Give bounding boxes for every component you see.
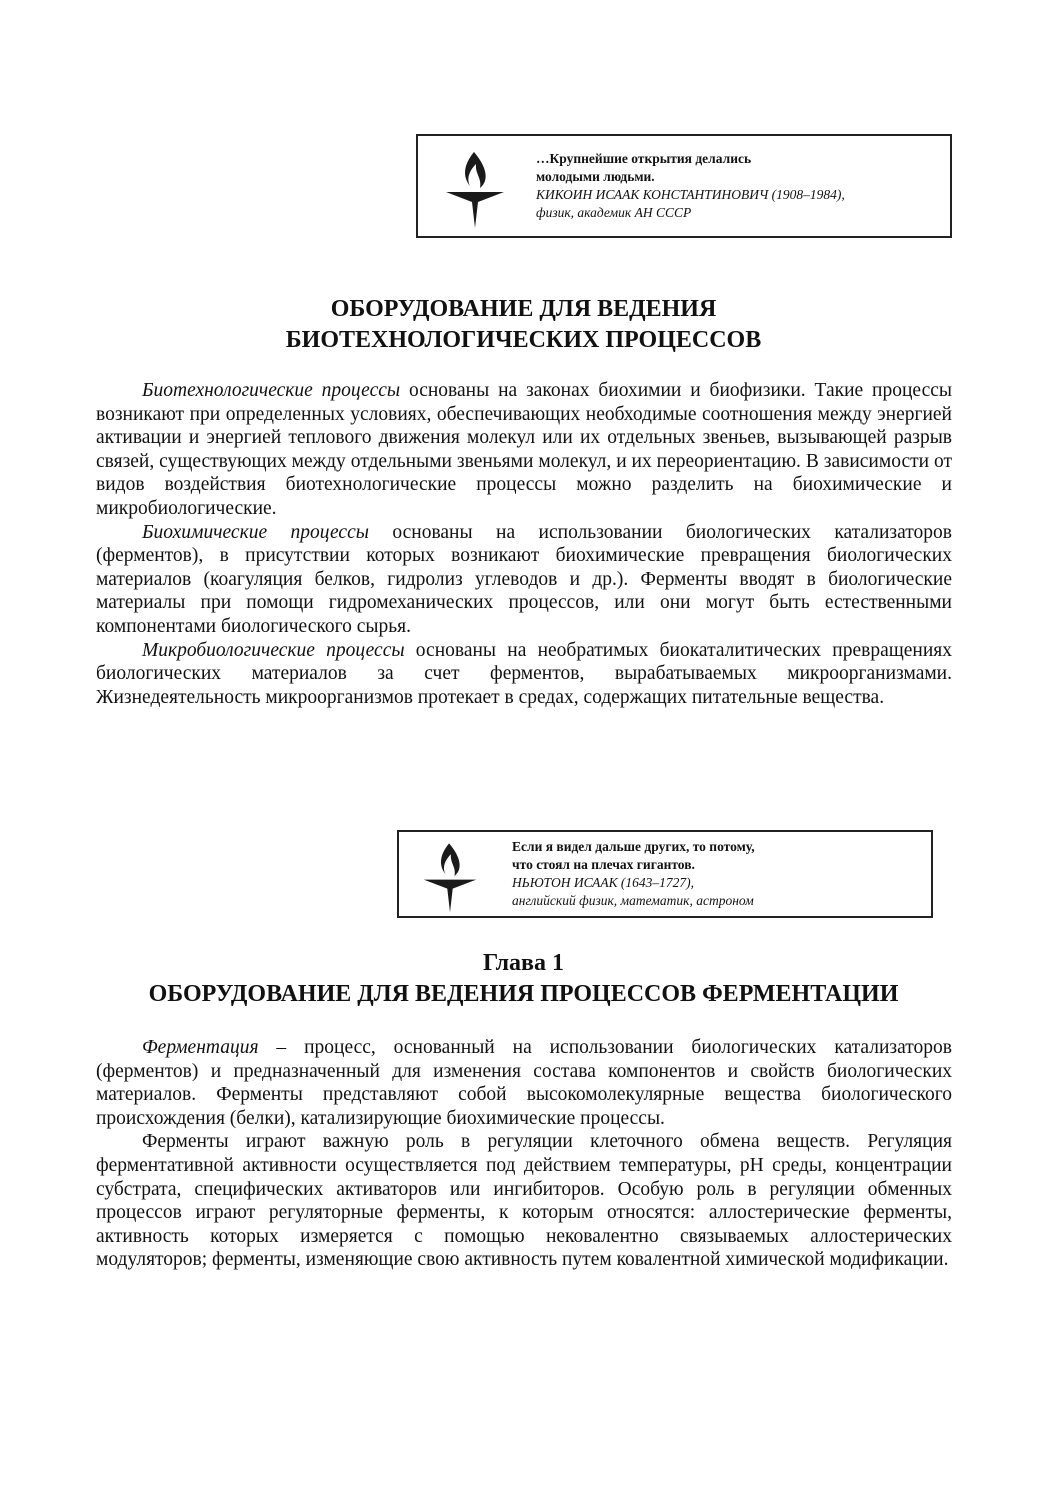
paragraph-text: основаны на использовании биологических катализаторов (ферментов), в присутствии которых возникают биохимические превращения биологических материалов (коагуляция белков, гидролиз углеводов и др.). Ферменты вводят в биологические материалы при помощи гидромеханических процессов, или они могут быть естественными компонентами биологического сырья. <box>96 521 952 637</box>
paragraph <box>96 521 952 639</box>
section-title <box>0 294 1047 356</box>
section-title-line: ОБОРУДОВАНИЕ ДЛЯ ВЕДЕНИЯ <box>330 296 717 322</box>
torch-icon <box>440 146 510 230</box>
paragraph <box>96 1036 952 1130</box>
paragraph <box>96 379 952 521</box>
epigraph-quote-line: Если я видел дальше других, то потому, <box>512 839 755 854</box>
paragraph: Ферменты играют важную роль в регуляции клеточного обмена веществ. Регуляция ферментативной активности осуществляется под действием температуры, pH среды, концентрации субстрата, специфических активаторов или ингибиторов. Особую роль в регуляции обменных процессов играют регуляторные ферменты, к которым относятся: аллостерические ферменты, активность которых измеряется с помощью нековалентно связываемых аллостерических модуляторов; ферменты, изменяющие свою активность путем ковалентной химической модификации. <box>96 1131 952 1271</box>
paragraph-term: Микробиологические процессы <box>142 639 405 661</box>
paragraph-text: – процесс, основанный на использовании биологических катализаторов (ферментов) и предназначенный для изменения состава компонентов и свойств биологических материалов. Ферменты представляют собой высокомолекулярные вещества биологического происхождения (белки), катализирующие биохимические процессы. <box>96 1037 952 1129</box>
epigraph-author-role: физик, академик АН СССР <box>536 205 692 220</box>
epigraph-author: НЬЮТОН ИСААК (1643–1727), <box>512 875 695 890</box>
chapter-label: Глава 1 <box>483 950 564 976</box>
paragraph-term: Биохимические процессы <box>142 521 369 543</box>
torch-icon <box>417 838 483 914</box>
chapter-heading: ОБОРУДОВАНИЕ ДЛЯ ВЕДЕНИЯ ПРОЦЕССОВ ФЕРМЕНТАЦИИ <box>148 981 899 1007</box>
paragraph-text: основаны на законах биохимии и биофизики. Такие процессы возникают при определенных условиях, обеспечивающих необходимые соотношения между энергией активации и энергией теплового движения молекул или их отдельных звеньев, вызывающей разрыв связей, существующих между отдельными звеньями молекул, и их переориентацию. В зависимости от видов воздействия биотехнологические процессы можно разделить на биохимические и микробиологические. <box>96 380 952 519</box>
epigraph-author-role: английский физик, математик, астроном <box>512 893 754 908</box>
epigraph-box <box>397 830 933 918</box>
epigraph-text <box>536 150 946 222</box>
paragraph-term: Ферментация <box>142 1037 259 1058</box>
chapter-body <box>96 1036 952 1272</box>
chapter-title <box>0 948 1047 1010</box>
epigraph-author: КИКОИН ИСААК КОНСТАНТИНОВИЧ (1908–1984), <box>536 187 845 202</box>
paragraph <box>96 639 952 710</box>
epigraph-box <box>416 134 952 238</box>
section-body <box>96 379 952 709</box>
epigraph-text <box>512 838 927 910</box>
paragraph-term: Биотехнологические процессы <box>142 380 401 401</box>
epigraph-quote-line: молодыми людьми. <box>536 169 655 184</box>
epigraph-quote-line: что стоял на плечах гигантов. <box>512 857 695 872</box>
section-title-line: БИОТЕХНОЛОГИЧЕСКИХ ПРОЦЕССОВ <box>285 327 762 353</box>
paragraph-text: основаны на необратимых биокаталитических превращениях биологических материалов за счет ферментов, вырабатываемых микроорганизмами. Жизнедеятельность микроорганизмов протекает в средах, содержащих питательные вещества. <box>96 639 953 708</box>
epigraph-quote-line: …Крупнейшие открытия делались <box>536 151 752 166</box>
